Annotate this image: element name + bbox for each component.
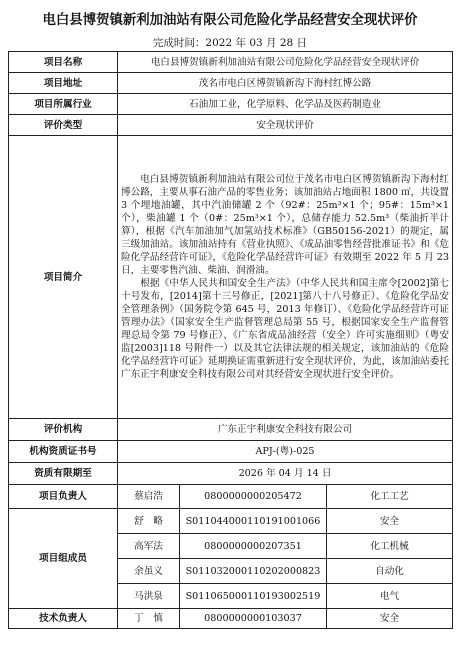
row-intro (9, 136, 453, 419)
row-project-address (9, 73, 453, 94)
member-name: 高军法 (118, 534, 180, 559)
agency-value: 广东正宇利康安全科技有限公司 (118, 419, 453, 441)
member-cert: S011065000110193002519 (180, 584, 327, 609)
project-leader-major: 化工工艺 (327, 485, 453, 509)
eval-type-value: 安全现状评价 (118, 115, 453, 136)
project-leader-label: 项目负责人 (9, 485, 118, 509)
intro-label: 项目简介 (9, 136, 118, 419)
project-name-value: 电白县博贺镇新利加油站有限公司危险化学品经营安全现状评价 (118, 52, 453, 73)
tech-leader-major: 安全 (327, 609, 453, 629)
row-project-name (9, 52, 453, 73)
cert-expiry-value: 2026 年 04 月 14 日 (118, 463, 453, 485)
member-major: 电气 (327, 584, 453, 609)
tech-leader-label: 技术负责人 (9, 609, 118, 629)
row-tech-leader (9, 609, 453, 629)
evaluation-info-table (8, 51, 453, 629)
members-label: 项目组成员 (9, 509, 118, 609)
intro-paragraph-1: 电白县博贺镇新利加油站有限公司位于茂名市电白区博贺镇新沟下海村红博公路，主要从事石油产品的零售业务；该加油站占地面积 1800 ㎡，共设置 3 个埋地油罐，其中汽油储罐 2 个（92#：25m³×1 个；95#：15m³×1 个），柴油罐 1 个（0#：25m³×1 个），总储存能力 52.5m³（柴油折半计算），根据《汽车加油加气加氢站技术标准》（GB50156-2021）的规定，属三级加油站。该加油站持有《营业执照》、《成品油零售经营批准证书》和《危险化学品经营许可证》，《危险化学品经营许可证》有效期至 2022 年 5 月 23 日，主要零售汽油、柴油、润滑油。 (121, 174, 449, 276)
row-eval-type (9, 115, 453, 136)
row-industry (9, 94, 453, 115)
row-cert-no (9, 441, 453, 463)
agency-label: 评价机构 (9, 419, 118, 441)
row-project-leader (9, 485, 453, 509)
tech-leader-cert: 0800000000103037 (180, 609, 327, 629)
intro-paragraph-2: 根据《中华人民共和国安全生产法》（中华人民共和国主席令[2002]第七十号发布，[2014]第十三号修正，[2021]第八十八号修正）、《危险化学品安全管理条例》（国务院令第 645 号，2013 年修订）、《危险化学品经营许可证管理办法》（国家安全生产监督管理总局第 55 号，根据国家安全生产监督管理总局令第 79 号修正）、《广东省成品油经营（安全）许可实施细则》（粤安监[2003]118 号附件一）以及其它法律法规的相关规定，该加油站的《危险化学品经营许可证》延期换证需重新进行安全现状评价，为此，该加油站委托广东正宇利康安全科技有限公司对其经营安全现状进行安全评价。 (121, 278, 449, 380)
row-cert-expiry (9, 463, 453, 485)
project-leader-cert: 0800000000205472 (180, 485, 327, 509)
project-leader-name: 蔡启浩 (118, 485, 180, 509)
member-cert: S011032000110202000823 (180, 559, 327, 584)
project-name-label: 项目名称 (9, 52, 118, 73)
member-name: 余虽义 (118, 559, 180, 584)
member-cert: 0800000000207351 (180, 534, 327, 559)
tech-leader-name: 丁 慎 (118, 609, 180, 629)
project-address-label: 项目地址 (9, 73, 118, 94)
industry-label: 项目所属行业 (9, 94, 118, 115)
member-name: 马洪泉 (118, 584, 180, 609)
cert-no-value: APJ-(粤)-025 (118, 441, 453, 463)
industry-value: 石油加工业，化学原料、化学品及医药制造业 (118, 94, 453, 115)
row-agency (9, 419, 453, 441)
eval-type-label: 评价类型 (9, 115, 118, 136)
member-cert: S011044000110191001066 (180, 509, 327, 534)
member-name: 舒 略 (118, 509, 180, 534)
member-major: 安全 (327, 509, 453, 534)
project-address-value: 茂名市电白区博贺镇新沟下海村红博公路 (118, 73, 453, 94)
intro-text (118, 136, 453, 419)
member-major: 化工机械 (327, 534, 453, 559)
cert-no-label: 机构资质证书号 (9, 441, 118, 463)
member-major: 自动化 (327, 559, 453, 584)
completion-date: 完成时间：2022 年 03 月 28 日 (152, 37, 308, 49)
document-title: 电白县博贺镇新利加油站有限公司危险化学品经营安全现状评价 (42, 13, 418, 28)
cert-expiry-label: 资质有限期至 (9, 463, 118, 485)
member-row (9, 509, 453, 534)
